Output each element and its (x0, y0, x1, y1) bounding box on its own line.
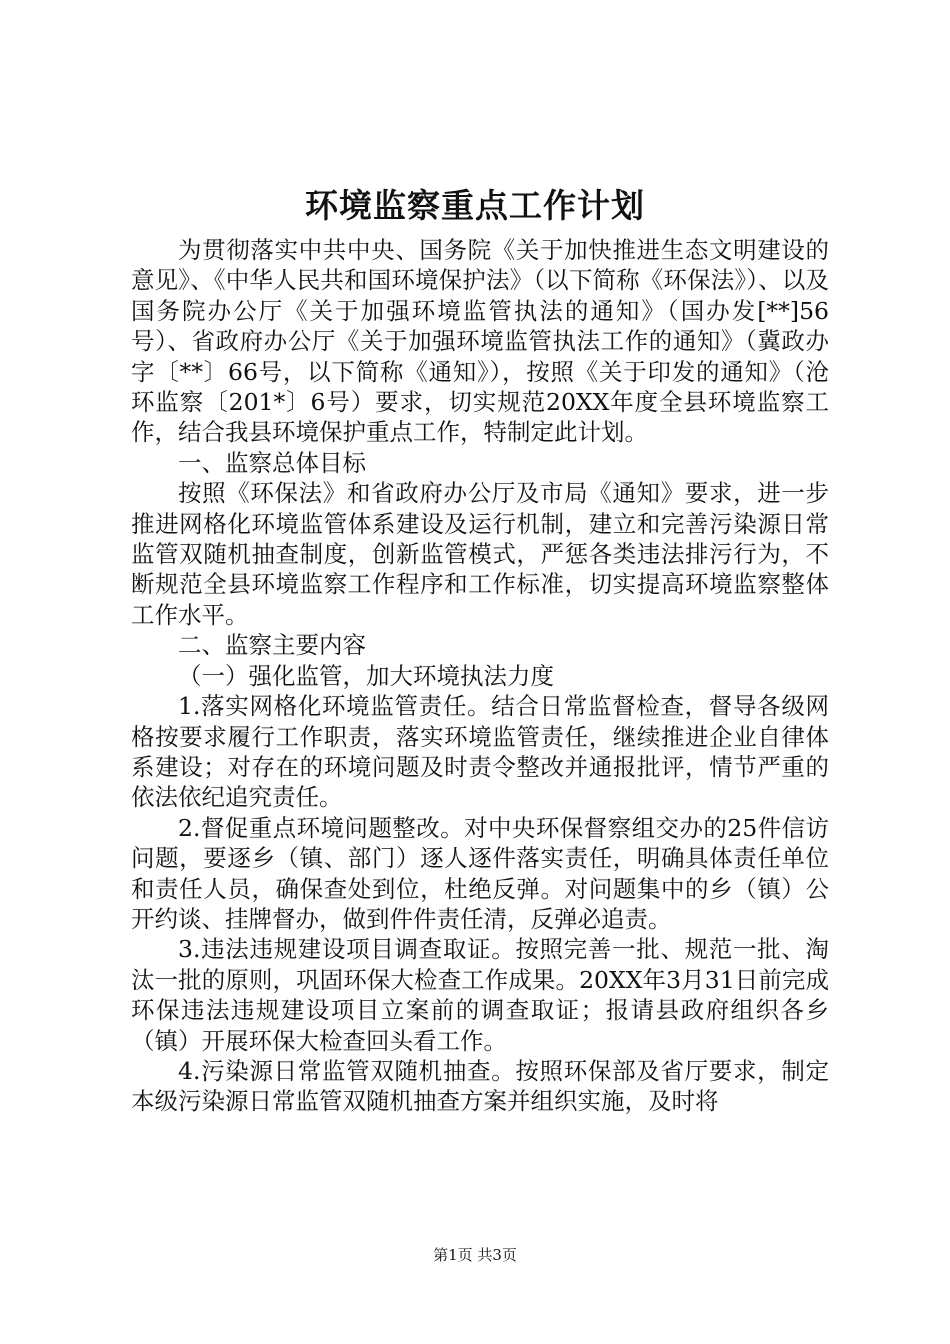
item-paragraph-1: 1.落实网格化环境监管责任。结合日常监督检查，督导各级网格按要求履行工作职责，落实环境监管责任，继续推进企业自律体系建设；对存在的环境问题及时责令整改并通报批评，情节严重的依法依纪追究责任。 (131, 692, 829, 812)
intro-paragraph: 为贯彻落实中共中央、国务院《关于加快推进生态文明建设的意见》、《中华人民共和国环境保护法》（以下简称《环保法》）、以及国务院办公厅《关于加强环境监管执法的通知》（国办发[**]56号）、省政府办公厅《关于加强环境监管执法工作的通知》（冀政办字〔**〕66号，以下简称《通知》），按照《关于印发的通知》（沧环监察〔201*〕6号）要求，切实规范20XX年度全县环境监察工作，结合我县环境保护重点工作，特制定此计划。 (131, 236, 829, 447)
document-title: 环境监察重点工作计划 (305, 186, 645, 225)
item-paragraph-3: 3.违法违规建设项目调查取证。按照完善一批、规范一批、淘汰一批的原则，巩固环保大检查工作成果。20XX年3月31日前完成环保违法违规建设项目立案前的调查取证；报请县政府组织各乡（镇）开展环保大检查回头看工作。 (131, 935, 829, 1055)
goal-paragraph: 按照《环保法》和省政府办公厅及市局《通知》要求，进一步推进网格化环境监管体系建设及运行机制，建立和完善污染源日常监管双随机抽查制度，创新监管模式，严惩各类违法排污行为，不断规范全县环境监察工作程序和工作标准，切实提高环境监察整体工作水平。 (131, 479, 829, 629)
document-body (131, 235, 829, 1117)
subsection-heading-1: （一）强化监管，加大环境执法力度 (178, 661, 554, 690)
item-paragraph-4: 4.污染源日常监管双随机抽查。按照环保部及省厅要求，制定本级污染源日常监管双随机抽查方案并组织实施，及时将 (131, 1056, 829, 1116)
section-heading-2: 二、监察主要内容 (178, 631, 366, 660)
item-paragraph-2: 2.督促重点环境问题整改。对中央环保督察组交办的25件信访问题，要逐乡（镇、部门）逐人逐件落实责任，明确具体责任单位和责任人员，确保查处到位，杜绝反弹。对问题集中的乡（镇）公开约谈、挂牌督办，做到件件责任清，反弹必追责。 (131, 813, 829, 933)
page-number-footer: 第1页 共3页 (433, 1246, 517, 1264)
section-heading-1: 一、监察总体目标 (178, 448, 366, 477)
